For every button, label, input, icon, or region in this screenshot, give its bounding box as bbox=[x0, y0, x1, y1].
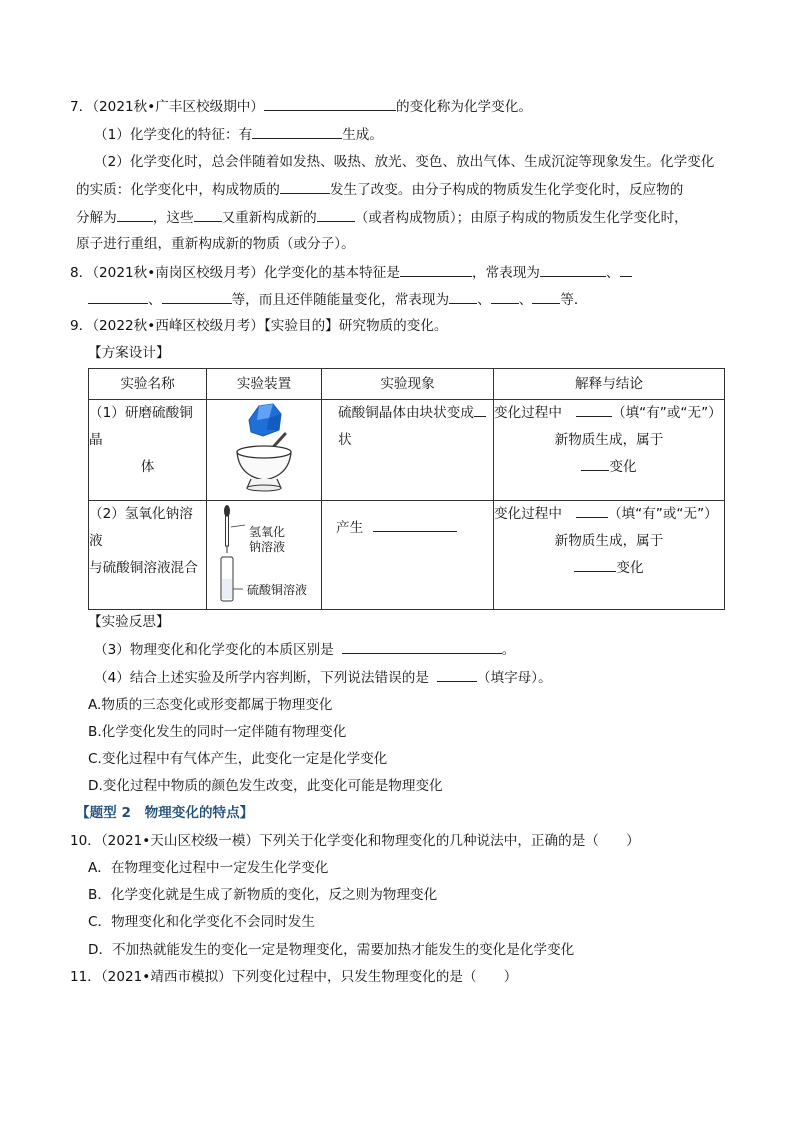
apparatus-cell bbox=[207, 400, 322, 501]
header-cell: 实验名称 bbox=[89, 369, 207, 400]
q7-title: 7．（2021秋•广丰区校级期中） 的变化称为化学变化。 bbox=[70, 96, 532, 117]
answer-blank[interactable] bbox=[317, 207, 355, 222]
experiment-table bbox=[88, 368, 725, 610]
q9-subquestion-4: （4）结合上述实验及所学内容判断，下列说法错误的是 （填字母）。 bbox=[94, 667, 552, 688]
answer-blank[interactable] bbox=[576, 503, 608, 518]
option-d: D.变化过程中物质的颜色发生改变，此变化可能是物理变化 bbox=[88, 778, 443, 794]
answer-blank[interactable] bbox=[491, 289, 519, 304]
table-row bbox=[89, 501, 725, 610]
experiment-name-cell: （1）研磨硫酸铜晶 体 bbox=[89, 400, 207, 501]
q7-subquestion-2-line-2: 的实质：化学变化中，构成物质的 发生了改变。由分子构成的物质发生化学变化时，反应物的 bbox=[76, 179, 683, 200]
answer-blank[interactable] bbox=[620, 262, 632, 277]
answer-blank[interactable] bbox=[264, 96, 396, 111]
option-a: A.物质的三态变化或形变都属于物理变化 bbox=[88, 697, 333, 713]
q11-title: 11．（2021•靖西市模拟）下列变化过程中，只发生物理变化的是（ ） bbox=[70, 969, 518, 985]
answer-blank[interactable] bbox=[540, 262, 606, 277]
answer-blank[interactable] bbox=[574, 557, 616, 572]
option-a: A．在物理变化过程中一定发生化学变化 bbox=[88, 860, 329, 876]
q8-line-1: 8．（2021秋•南岗区校级月考）化学变化的基本特征是 ，常表现为 、 bbox=[70, 262, 632, 283]
answer-blank[interactable] bbox=[581, 456, 609, 471]
option-d: D．不加热就能发生的变化一定是物理变化，需要加热才能发生的变化是化学变化 bbox=[88, 942, 575, 958]
answer-blank[interactable] bbox=[437, 667, 477, 682]
mortar-with-crystal-icon bbox=[207, 400, 322, 500]
apparatus-label: 氢氧化 钠溶液 bbox=[249, 525, 286, 554]
option-b: B．化学变化就是生成了新物质的变化，反之则为物理变化 bbox=[88, 887, 438, 903]
answer-blank[interactable] bbox=[194, 207, 222, 222]
table-row bbox=[89, 400, 725, 501]
table-header-row bbox=[89, 369, 725, 400]
q10-title: 10．（2021•天山区校级一模）下列关于化学变化和物理变化的几种说法中，正确的是（ ） bbox=[70, 833, 640, 849]
experiment-name-cell: （2）氢氧化钠溶液 与硫酸铜溶液混合 bbox=[89, 501, 207, 610]
answer-blank[interactable] bbox=[576, 402, 612, 417]
apparatus-label: 硫酸铜溶液 bbox=[247, 583, 308, 597]
phenomenon-cell: 产生 bbox=[322, 501, 494, 610]
q7-subquestion-2-line-1: （2）化学变化时，总会伴随着如发热、吸热、放光、变色、放出气体、生成沉淀等现象发生。化学变化 bbox=[94, 154, 715, 170]
header-cell: 解释与结论 bbox=[494, 369, 725, 400]
q7-subquestion-2-line-4: 原子进行重组，重新构成新的物质（或分子）。 bbox=[76, 236, 355, 252]
q9-title: 9．（2022秋•西峰区校级月考）【实验目的】研究物质的变化。 bbox=[70, 318, 448, 334]
q8-line-2: 、 等，而且还伴随能量变化，常表现为 、 、 等． bbox=[88, 289, 587, 310]
q7-subquestion-2-line-3: 分解为 ，这些 又重新构成新的 （或者构成物质）；由原子构成的物质发生化学变化时， bbox=[76, 207, 688, 228]
phenomenon-cell: 硫酸铜晶体由块状变成 状 bbox=[322, 400, 494, 501]
reflection-label: 【实验反思】 bbox=[88, 614, 170, 630]
option-c: C.变化过程中有气体产生，此变化一定是化学变化 bbox=[88, 751, 388, 767]
apparatus-cell bbox=[207, 501, 322, 610]
section-heading: 【题型 2 物理变化的特点】 bbox=[76, 805, 254, 821]
answer-blank[interactable] bbox=[449, 289, 477, 304]
answer-blank[interactable] bbox=[532, 289, 560, 304]
answer-blank[interactable] bbox=[88, 289, 148, 304]
answer-blank[interactable] bbox=[373, 517, 457, 532]
header-cell: 实验装置 bbox=[207, 369, 322, 400]
header-cell: 实验现象 bbox=[322, 369, 494, 400]
option-b: B.化学变化发生的同时一定伴随有物理变化 bbox=[88, 724, 347, 740]
answer-blank[interactable] bbox=[280, 179, 330, 194]
q9-subquestion-3: （3）物理变化和化学变化的本质区别是 。 bbox=[94, 639, 515, 660]
answer-blank[interactable] bbox=[474, 402, 486, 417]
answer-blank[interactable] bbox=[252, 124, 342, 139]
answer-blank[interactable] bbox=[117, 207, 153, 222]
answer-blank[interactable] bbox=[162, 289, 232, 304]
conclusion-cell: 变化过程中 （填“有”或“无”） 新物质生成，属于 变化 bbox=[494, 400, 725, 501]
design-label: 【方案设计】 bbox=[88, 345, 170, 361]
answer-blank[interactable] bbox=[342, 639, 502, 654]
option-c: C．物理变化和化学变化不会同时发生 bbox=[88, 914, 315, 930]
answer-blank[interactable] bbox=[400, 262, 472, 277]
q7-subquestion-1: （1）化学变化的特征：有 生成。 bbox=[94, 124, 383, 145]
conclusion-cell: 变化过程中 （填“有”或“无”） 新物质生成，属于 变化 bbox=[494, 501, 725, 610]
